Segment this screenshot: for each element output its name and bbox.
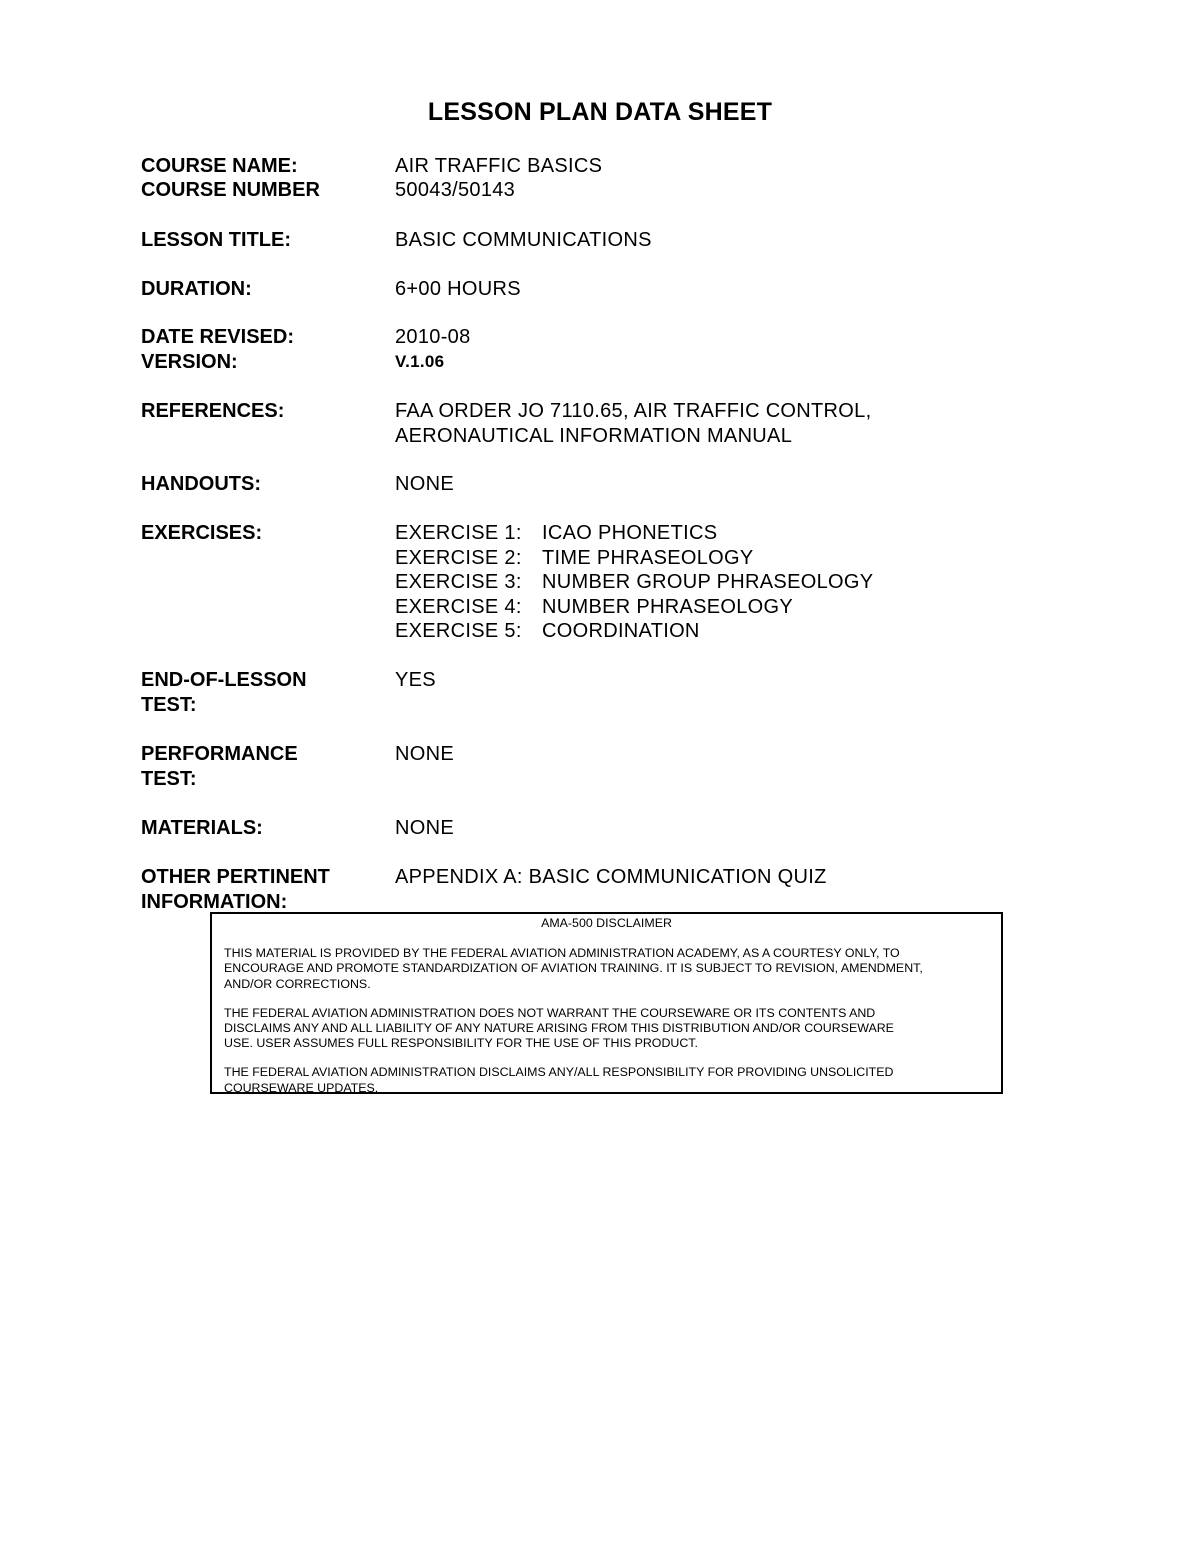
end-of-lesson-test-value: YES — [395, 669, 436, 691]
course-name-label: COURSE NAME: — [141, 155, 298, 177]
exercise-item — [395, 546, 1035, 571]
disclaimer-title: AMA-500 DISCLAIMER — [541, 916, 672, 930]
disclaimer-line: USE. USER ASSUMES FULL RESPONSIBILITY FOR THE USE OF THIS PRODUCT. — [224, 1036, 698, 1051]
exercise-item — [395, 595, 1035, 620]
duration-label: DURATION: — [141, 278, 252, 300]
exercise-name: COORDINATION — [542, 620, 700, 642]
label-line: TEST: — [141, 693, 197, 716]
materials-value: NONE — [395, 817, 454, 839]
exercise-number: EXERCISE 3: — [395, 571, 522, 593]
materials-label: MATERIALS: — [141, 817, 263, 839]
exercise-number: EXERCISE 4: — [395, 595, 522, 618]
disclaimer-line: AND/OR CORRECTIONS. — [224, 976, 371, 991]
disclaimer-line: THE FEDERAL AVIATION ADMINISTRATION DISCLAIMS ANY/ALL RESPONSIBILITY FOR PROVIDING UNSOLICITED — [224, 1065, 894, 1080]
date-revised-label: DATE REVISED: — [141, 326, 294, 348]
label-line: PERFORMANCE — [141, 743, 298, 765]
other-info-value: APPENDIX A: BASIC COMMUNICATION QUIZ — [395, 866, 827, 888]
label-line: TEST: — [141, 767, 197, 790]
course-number-value: 50043/50143 — [395, 179, 516, 201]
references-label: REFERENCES: — [141, 400, 285, 422]
version-value: V.1.06 — [395, 352, 445, 371]
exercises-list — [395, 521, 1035, 644]
disclaimer-line: COURSEWARE UPDATES. — [224, 1080, 379, 1094]
page-title: LESSON PLAN DATA SHEET — [427, 98, 773, 126]
exercise-name: NUMBER PHRASEOLOGY — [542, 595, 794, 618]
disclaimer-line: THE FEDERAL AVIATION ADMINISTRATION DOES NOT WARRANT THE COURSEWARE OR ITS CONTENTS AND — [224, 1005, 876, 1020]
course-name-value: AIR TRAFFIC BASICS — [395, 155, 603, 177]
disclaimer-line: ENCOURAGE AND PROMOTE STANDARDIZATION OF AVIATION TRAINING. IT IS SUBJECT TO REVISION, AMENDMENT, — [224, 961, 923, 976]
disclaimer-line: DISCLAIMS ANY AND ALL LIABILITY OF ANY NATURE ARISING FROM THIS DISTRIBUTION AND/OR COURSEWARE — [224, 1021, 894, 1036]
version-label: VERSION: — [141, 351, 238, 373]
date-revised-value: 2010-08 — [395, 326, 471, 348]
references-line: FAA ORDER JO 7110.65, AIR TRAFFIC CONTROL, — [395, 400, 872, 422]
exercise-number: EXERCISE 1: — [395, 522, 522, 544]
disclaimer-line: THIS MATERIAL IS PROVIDED BY THE FEDERAL AVIATION ADMINISTRATION ACADEMY, AS A COURTESY ONLY, TO — [224, 946, 900, 961]
course-number-label: COURSE NUMBER — [141, 179, 320, 201]
disclaimer-paragraph — [224, 1006, 989, 1052]
exercise-item — [395, 619, 1035, 644]
exercise-name: NUMBER GROUP PHRASEOLOGY — [542, 571, 874, 593]
lesson-title-label: LESSON TITLE: — [141, 229, 291, 251]
label-line: END-OF-LESSON — [141, 669, 307, 691]
label-line: OTHER PERTINENT — [141, 866, 330, 888]
disclaimer-paragraph — [224, 946, 989, 992]
end-of-lesson-test-label — [141, 668, 381, 717]
references-line: AERONAUTICAL INFORMATION MANUAL — [395, 424, 793, 447]
lesson-title-value: BASIC COMMUNICATIONS — [395, 229, 652, 251]
exercise-number: EXERCISE 2: — [395, 546, 522, 569]
performance-test-label — [141, 742, 381, 791]
exercise-number: EXERCISE 5: — [395, 620, 522, 642]
handouts-label: HANDOUTS: — [141, 473, 261, 495]
exercises-label: EXERCISES: — [141, 522, 263, 544]
exercise-name: TIME PHRASEOLOGY — [542, 546, 754, 569]
exercise-item — [395, 570, 1035, 595]
other-info-label — [141, 865, 381, 914]
exercise-name: ICAO PHONETICS — [542, 522, 718, 544]
label-line: INFORMATION: — [141, 890, 288, 913]
disclaimer-paragraph — [224, 1065, 989, 1094]
handouts-value: NONE — [395, 473, 454, 495]
disclaimer-box — [210, 912, 1003, 1094]
references-value — [395, 399, 1035, 448]
exercise-item — [395, 521, 1035, 546]
duration-value: 6+00 HOURS — [395, 278, 521, 300]
performance-test-value: NONE — [395, 743, 454, 765]
